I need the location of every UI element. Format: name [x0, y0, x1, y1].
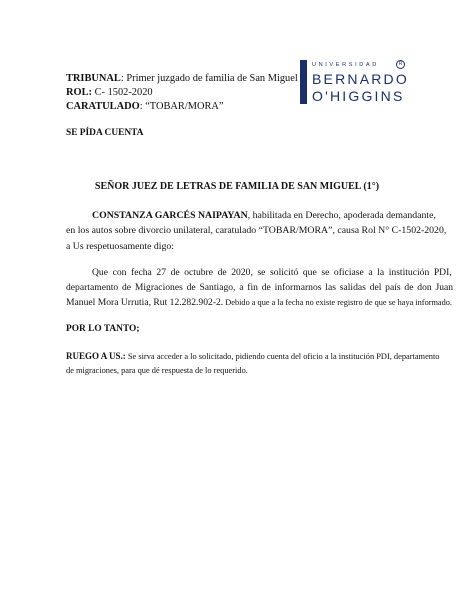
intro-line1-rest: , habilitada en Derecho, apoderada demandante, — [247, 210, 436, 221]
university-logo — [300, 60, 412, 108]
logo-bar — [300, 60, 307, 104]
intro-line-3: a Us respetuosamente digo: — [66, 241, 175, 252]
caratulado-value: : “TOBAR/MORA” — [139, 101, 224, 112]
paragraph-line-1: Que con fecha 27 de octubre de 2020, se solicitó que se oficiase a la institución PDI, — [92, 267, 452, 278]
addressee-title: SEÑOR JUEZ DE LETRAS DE FAMILIA DE SAN MIGUEL (1°) — [94, 181, 380, 192]
intro-line-1 — [92, 209, 436, 222]
caratulado-line — [66, 100, 224, 113]
paragraph-line-2: departamento de Migraciones de Santiago, a fin de informarnos las salidas del país de don Juan — [66, 282, 454, 293]
ruego-label: RUEGO A US.: — [66, 351, 126, 361]
ruego-line-1 — [66, 350, 440, 363]
rol-line — [66, 86, 153, 99]
paragraph-line3-main: Manuel Mora Urrutia, Rut 12.282.902-2. — [66, 297, 224, 308]
caratulado-label: CARATULADO — [66, 101, 140, 112]
registered-mark-icon: R — [396, 60, 405, 69]
por-lo-tanto: POR LO TANTO; — [66, 324, 140, 334]
ruego-line-2: de migraciones, para que dé respuesta de lo requerido. — [66, 366, 248, 375]
se-pida-cuenta: SE PÍDA CUENTA — [66, 128, 144, 138]
tribunal-value: : Primer juzgado de familia de San Miguel — [120, 73, 298, 84]
rol-value: C- 1502-2020 — [91, 87, 153, 98]
tribunal-line — [66, 72, 298, 85]
paragraph-line-3 — [66, 296, 452, 309]
logo-name-line1: BERNARDO — [312, 71, 409, 87]
logo-university-text: UNIVERSIDAD — [312, 62, 379, 68]
intro-line-2: en los autos sobre divorcio unilateral, caratulado “TOBAR/MORA”, causa Rol N° C-1502-2020, — [66, 225, 447, 236]
tribunal-label: TRIBUNAL — [66, 73, 121, 84]
logo-name-line2: O'HIGGINS — [312, 88, 405, 104]
ruego-line1-text: Se sirva acceder a lo solicitado, pidiendo cuenta del oficio a la institución PDI, departamento — [125, 352, 440, 361]
rol-label: ROL: — [66, 87, 92, 98]
paragraph-line3-small: Debido a que a la fecha no existe registro de que se haya informado. — [223, 298, 452, 307]
intro-name: CONSTANZA GARCÉS NAIPAYAN — [92, 210, 248, 221]
